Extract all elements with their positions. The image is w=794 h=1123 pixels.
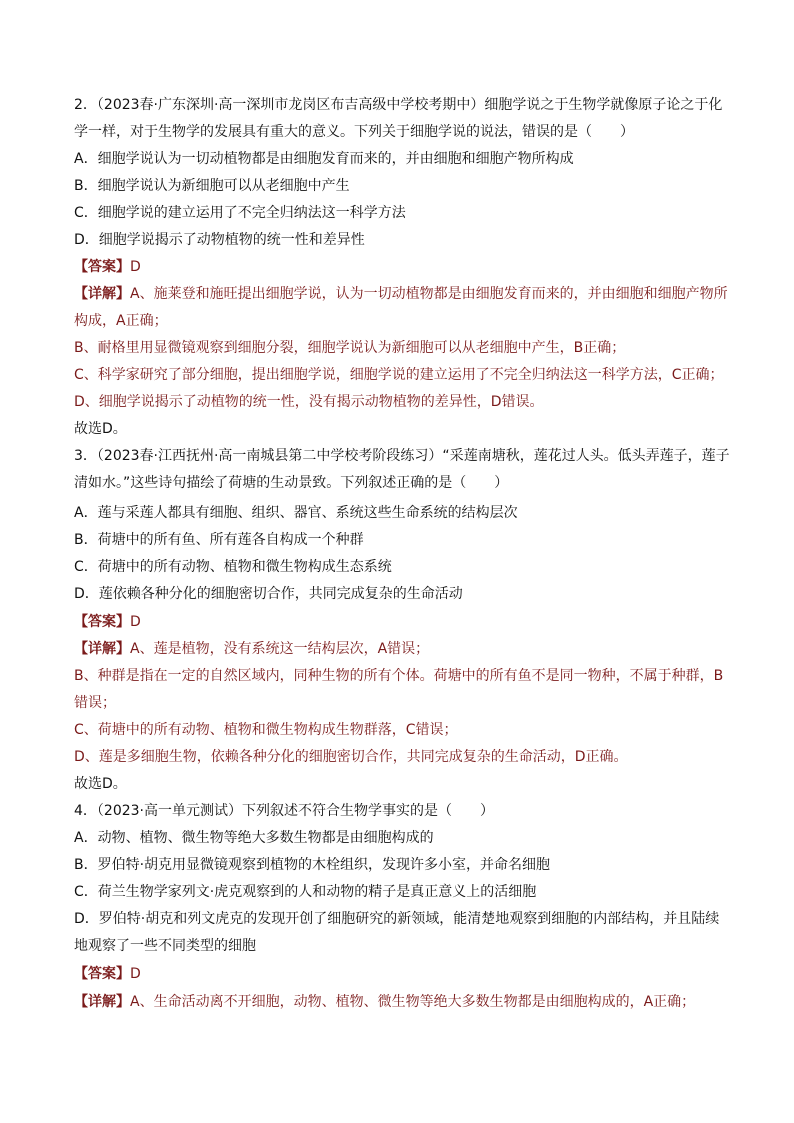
detail-line: 构成，A正确；	[74, 313, 168, 329]
option-d: D．罗伯特·胡克和列文虎克的发现开创了细胞研究的新领域，能清楚地观察到细胞的内部结构，并且陆续	[74, 911, 720, 927]
question-stem-line: 学一样，对于生物学的发展具有重大的意义。下列关于细胞学说的说法，错误的是（ ）	[74, 124, 634, 140]
answer-line	[74, 614, 734, 630]
question-stem-line: 4．（2023·高一单元测试）下列叙述不符合生物学事实的是（ ）	[74, 803, 494, 819]
option-b: B．荷塘中的所有鱼、所有莲各自构成一个种群	[74, 532, 364, 548]
answer-value: D	[130, 966, 141, 982]
detail-line	[74, 641, 734, 657]
detail-text: A、莲是植物，没有系统这一结构层次，A错误；	[130, 641, 430, 657]
answer-value: D	[130, 259, 141, 275]
detail-line: B、种群是指在一定的自然区域内，同种生物的所有个体。荷塘中的所有鱼不是同一物种，不属于种群，B	[74, 668, 724, 684]
detail-line: B、耐格里用显微镜观察到细胞分裂，细胞学说认为新细胞可以从老细胞中产生，B正确；	[74, 340, 626, 356]
detail-line: C、荷塘中的所有动物、植物和微生物构成生物群落，C错误；	[74, 722, 458, 738]
answer-value: D	[130, 614, 141, 630]
detail-line	[74, 994, 734, 1010]
answer-tag: 【答案】	[74, 614, 130, 630]
detail-text: A、施莱登和施旺提出细胞学说，认为一切动植物都是由细胞发育而来的，并由细胞和细胞产物所	[130, 286, 728, 302]
answer-tag: 【答案】	[74, 966, 130, 982]
answer-line	[74, 966, 734, 982]
option-c: C．荷兰生物学家列文·虎克观察到的人和动物的精子是真正意义上的活细胞	[74, 884, 537, 900]
option-c: C．荷塘中的所有动物、植物和微生物构成生态系统	[74, 559, 392, 575]
question-stem-line: 清如水。”这些诗句描绘了荷塘的生动景致。下列叙述正确的是（ ）	[74, 475, 509, 491]
question-stem-line: 3．（2023春·江西抚州·高一南城县第二中学校考阶段练习）“采莲南塘秋，莲花过人头。低头弄莲子，莲子	[74, 448, 730, 464]
conclusion: 故选D。	[74, 421, 127, 437]
detail-line: D、细胞学说揭示了动植物的统一性，没有揭示动物植物的差异性，D错误。	[74, 394, 544, 410]
question-stem-line: 2．（2023春·广东深圳·高一深圳市龙岗区布吉高级中学校考期中）细胞学说之于生物学就像原子论之于化	[74, 97, 723, 113]
detail-line: D、莲是多细胞生物，依赖各种分化的细胞密切合作，共同完成复杂的生命活动，D正确。	[74, 749, 628, 765]
option-c: C．细胞学说的建立运用了不完全归纳法这一科学方法	[74, 205, 406, 221]
option-d: D．细胞学说揭示了动物植物的统一性和差异性	[74, 232, 365, 248]
detail-tag: 【详解】	[74, 994, 130, 1010]
answer-line	[74, 259, 734, 275]
detail-tag: 【详解】	[74, 286, 130, 302]
option-a: A．动物、植物、微生物等绝大多数生物都是由细胞构成的	[74, 830, 434, 846]
detail-line: 错误；	[74, 695, 116, 711]
option-d: D．莲依赖各种分化的细胞密切合作，共同完成复杂的生命活动	[74, 586, 463, 602]
option-b: B．细胞学说认为新细胞可以从老细胞中产生	[74, 178, 350, 194]
detail-line: C、科学家研究了部分细胞，提出细胞学说，细胞学说的建立运用了不完全归纳法这一科学方法，C正确；	[74, 367, 724, 383]
detail-text: A、生命活动离不开细胞，动物、植物、微生物等绝大多数生物都是由细胞构成的，A正确；	[130, 994, 696, 1010]
option-a: A．莲与采莲人都具有细胞、组织、器官、系统这些生命系统的结构层次	[74, 505, 518, 521]
option-a: A．细胞学说认为一切动植物都是由细胞发育而来的，并由细胞和细胞产物所构成	[74, 151, 574, 167]
option-d-continued: 地观察了一些不同类型的细胞	[74, 938, 256, 954]
detail-line	[74, 286, 734, 302]
option-b: B．罗伯特·胡克用显微镜观察到植物的木栓组织，发现许多小室，并命名细胞	[74, 857, 551, 873]
conclusion: 故选D。	[74, 776, 127, 792]
answer-tag: 【答案】	[74, 259, 130, 275]
detail-tag: 【详解】	[74, 641, 130, 657]
